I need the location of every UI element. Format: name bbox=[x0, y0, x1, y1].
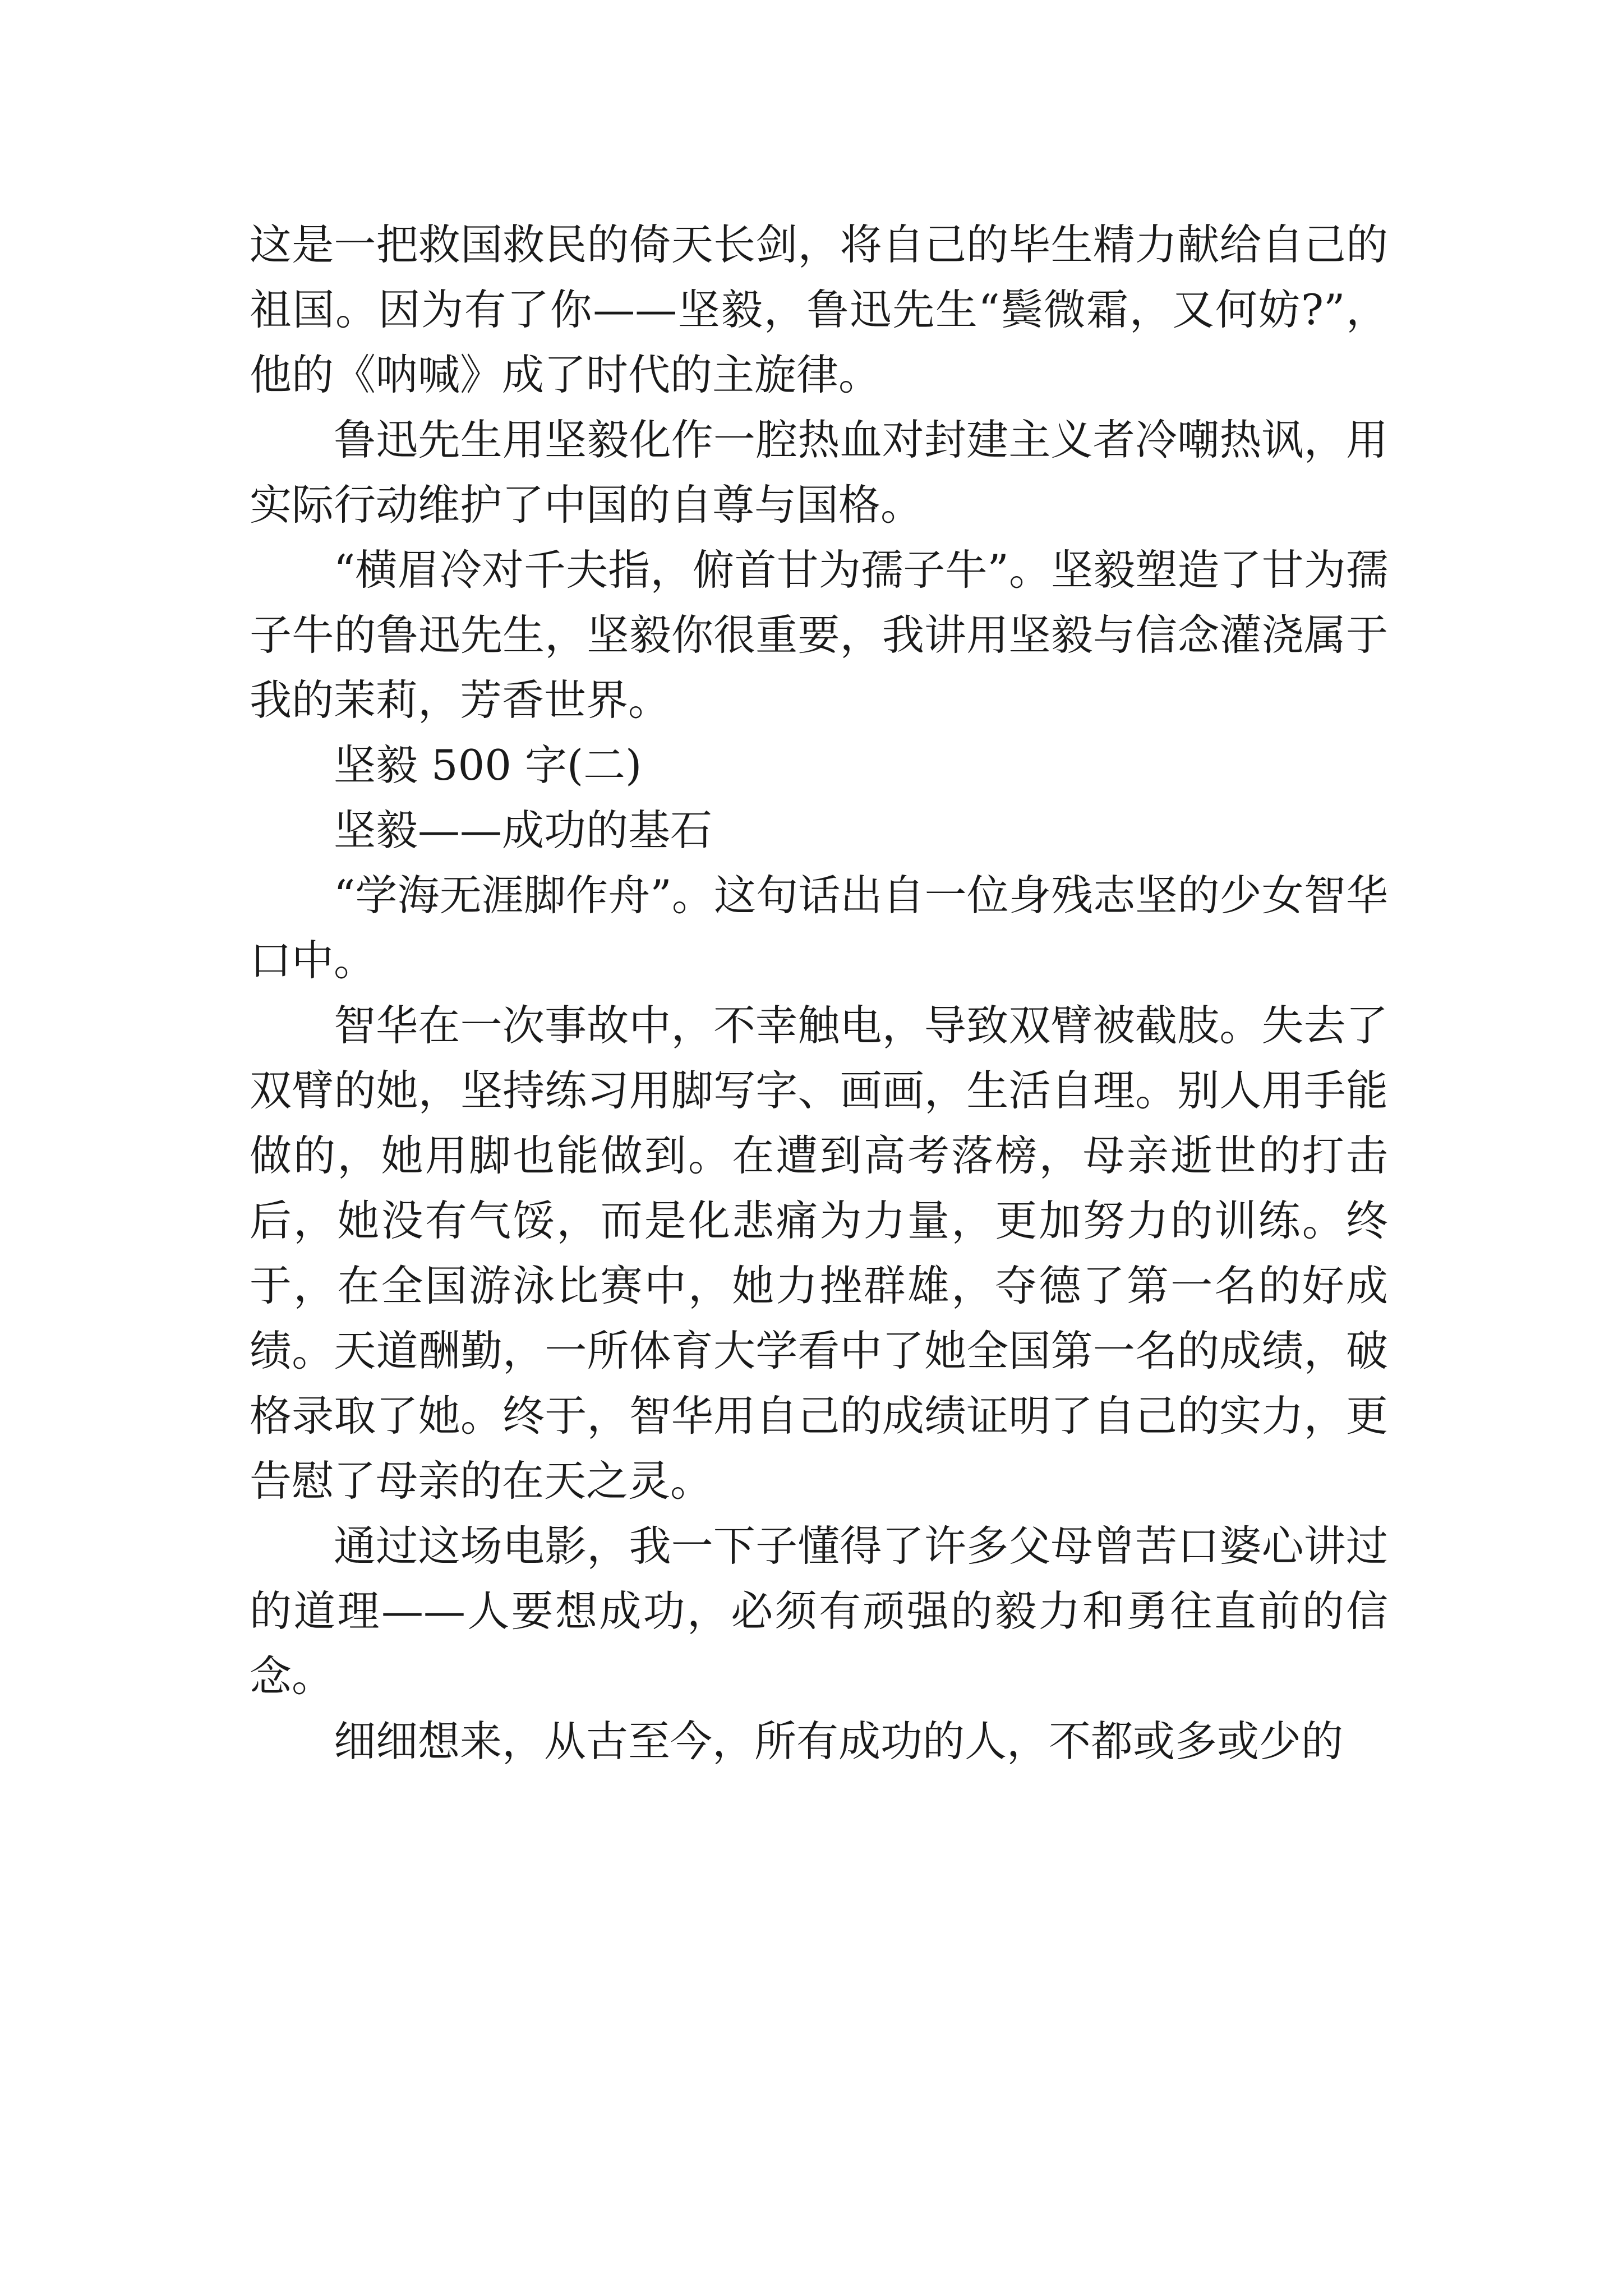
paragraph: 智华在一次事故中，不幸触电，导致双臂被截肢。失去了双臂的她，坚持练习用脚写字、画画，生活自理。别人用手能做的，她用脚也能做到。在遭到高考落榜，母亲逝世的打击后，她没有气馁，而是化悲痛为力量，更加努力的训练。终于，在全国游泳比赛中，她力挫群雄，夺德了第一名的好成绩。天道酬勤，一所体育大学看中了她全国第一名的成绩，破格录取了她。终于，智华用自己的成绩证明了自己的实力，更告慰了母亲的在天之灵。 bbox=[250, 1001, 1388, 1506]
paragraph: 细细想来，从古至今，所有成功的人，不都或多或少的 bbox=[334, 1717, 1344, 1766]
paragraph: 鲁迅先生用坚毅化作一腔热血对封建主义者冷嘲热讽，用实际行动维护了中国的自尊与国格。 bbox=[250, 415, 1388, 530]
section-heading: 坚毅 500 字(二) bbox=[334, 740, 642, 790]
paragraph: “横眉冷对千夫指，俯首甘为孺子牛”。坚毅塑造了甘为孺子牛的鲁迅先生，坚毅你很重要，我讲用坚毅与信念灌浇属于我的茉莉，芳香世界。 bbox=[250, 545, 1388, 725]
document-body bbox=[250, 212, 1388, 1774]
paragraph: “学海无涯脚作舟”。这句话出自一位身残志坚的少女智华口中。 bbox=[250, 871, 1388, 985]
paragraph: 通过这场电影，我一下子懂得了许多父母曾苦口婆心讲过的道理——人要想成功，必须有顽强的毅力和勇往直前的信念。 bbox=[250, 1521, 1388, 1701]
section-subtitle: 坚毅——成功的基石 bbox=[334, 806, 713, 855]
paragraph-continuation: 这是一把救国救民的倚天长剑，将自己的毕生精力献给自己的祖国。因为有了你——坚毅，鲁迅先生“鬓微霜，又何妨?”，他的《呐喊》成了时代的主旋律。 bbox=[250, 220, 1388, 399]
